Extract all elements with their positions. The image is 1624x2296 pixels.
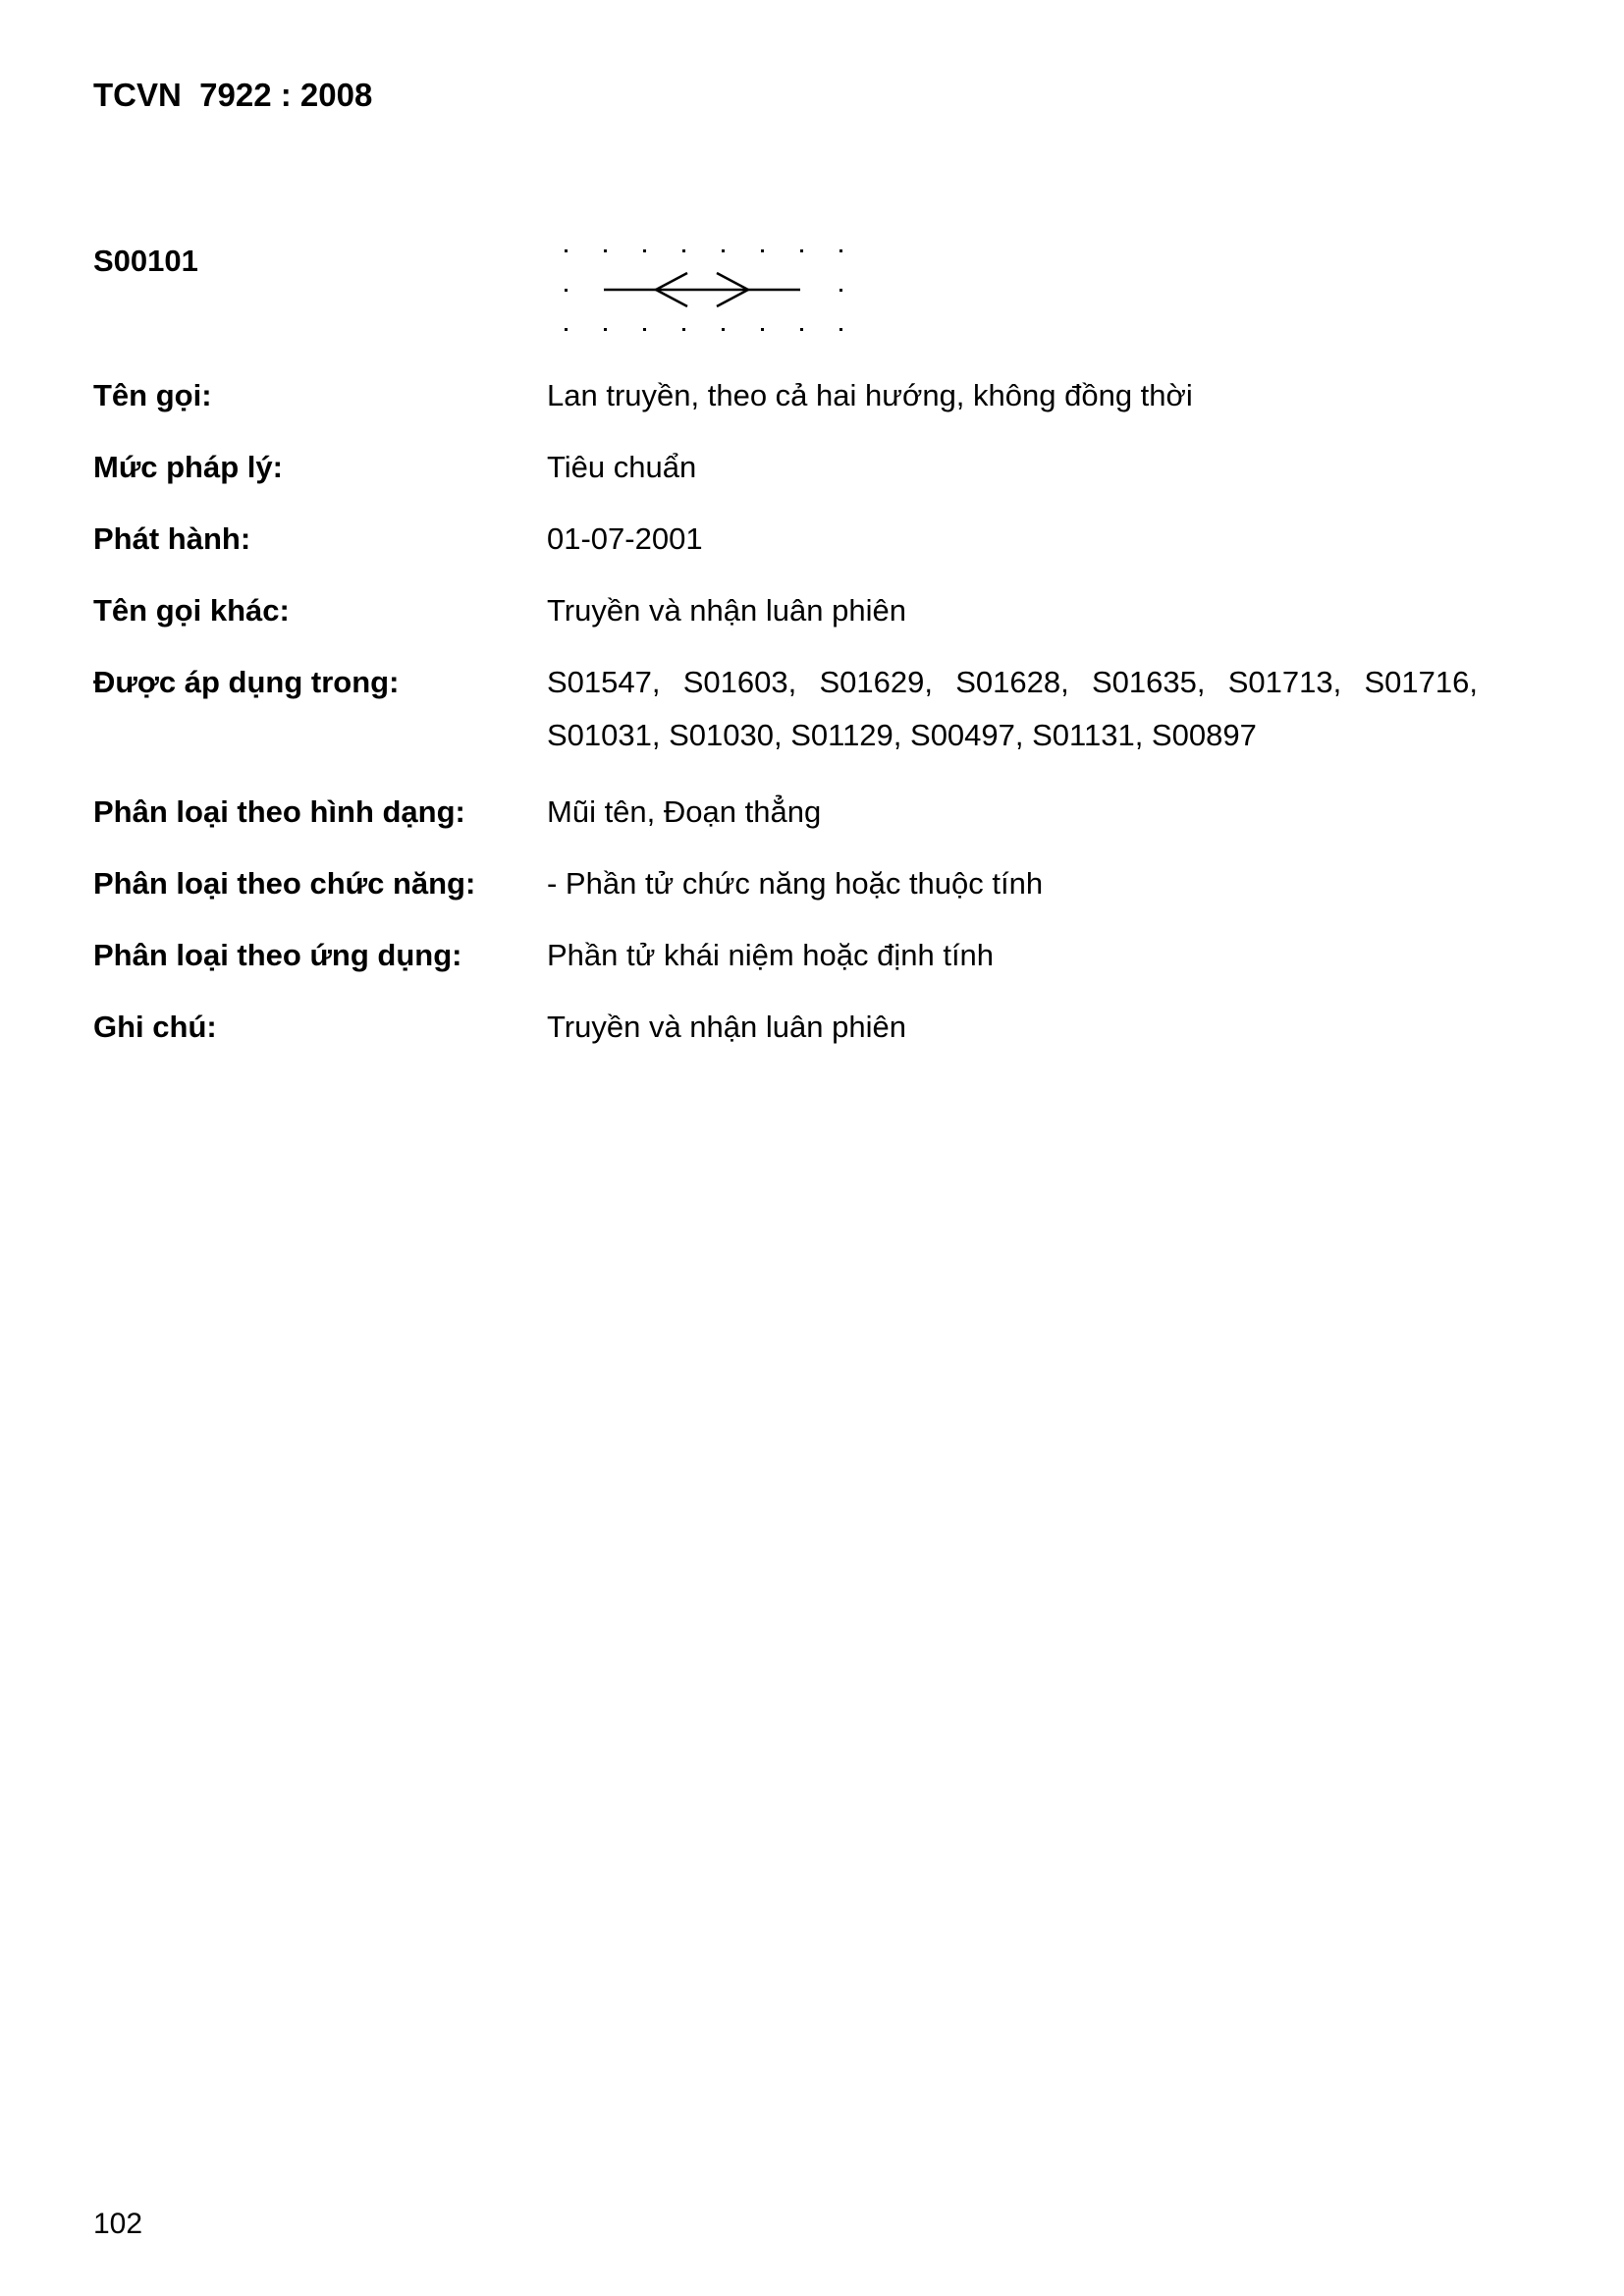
field-row-phat-hanh	[93, 517, 1488, 561]
field-row-ten-goi-khac	[93, 588, 1488, 632]
field-row-phan-loai-chuc-nang	[93, 861, 1488, 905]
field-label: Mức pháp lý:	[93, 450, 283, 484]
field-label: Ghi chú:	[93, 1010, 217, 1044]
symbol-id: S00101	[93, 244, 198, 278]
field-row-phan-loai-hinh-dang	[93, 790, 1488, 834]
symbol-fields	[93, 373, 1488, 1076]
field-value: Truyền và nhận luân phiên	[547, 593, 906, 628]
field-label: Được áp dụng trong:	[93, 665, 400, 699]
arrow-shape	[604, 273, 800, 306]
field-row-ten-goi	[93, 373, 1488, 417]
field-row-muc-phap-ly	[93, 445, 1488, 489]
field-row-duoc-ap-dung-trong	[93, 660, 1488, 762]
field-label: Tên gọi:	[93, 378, 212, 412]
page-header: TCVN 7922 : 2008	[93, 77, 373, 113]
page-number: 102	[93, 2208, 143, 2240]
field-label: Phân loại theo ứng dụng:	[93, 938, 462, 972]
field-value: Truyền và nhận luân phiên	[547, 1010, 906, 1044]
bidirectional-arrow-icon	[550, 234, 864, 342]
field-label: Phát hành:	[93, 521, 251, 556]
field-row-ghi-chu	[93, 1005, 1488, 1049]
field-value: Mũi tên, Đoạn thẳng	[547, 794, 822, 829]
field-value: S01547, S01603, S01629, S01628, S01635, S01713, S01716, S01031, S01030, S01129, S00497, S01131, S00897	[547, 665, 1478, 752]
field-label: Tên gọi khác:	[93, 593, 290, 628]
field-label: Phân loại theo hình dạng:	[93, 794, 465, 829]
field-value: Phần tử khái niệm hoặc định tính	[547, 938, 995, 972]
field-label: Phân loại theo chức năng:	[93, 866, 476, 901]
field-value: Lan truyền, theo cả hai hướng, không đồng thời	[547, 378, 1193, 412]
field-value: - Phần tử chức năng hoặc thuộc tính	[547, 866, 1044, 901]
field-value: Tiêu chuẩn	[547, 450, 697, 484]
field-row-phan-loai-ung-dung	[93, 933, 1488, 977]
field-value: 01-07-2001	[547, 521, 703, 556]
